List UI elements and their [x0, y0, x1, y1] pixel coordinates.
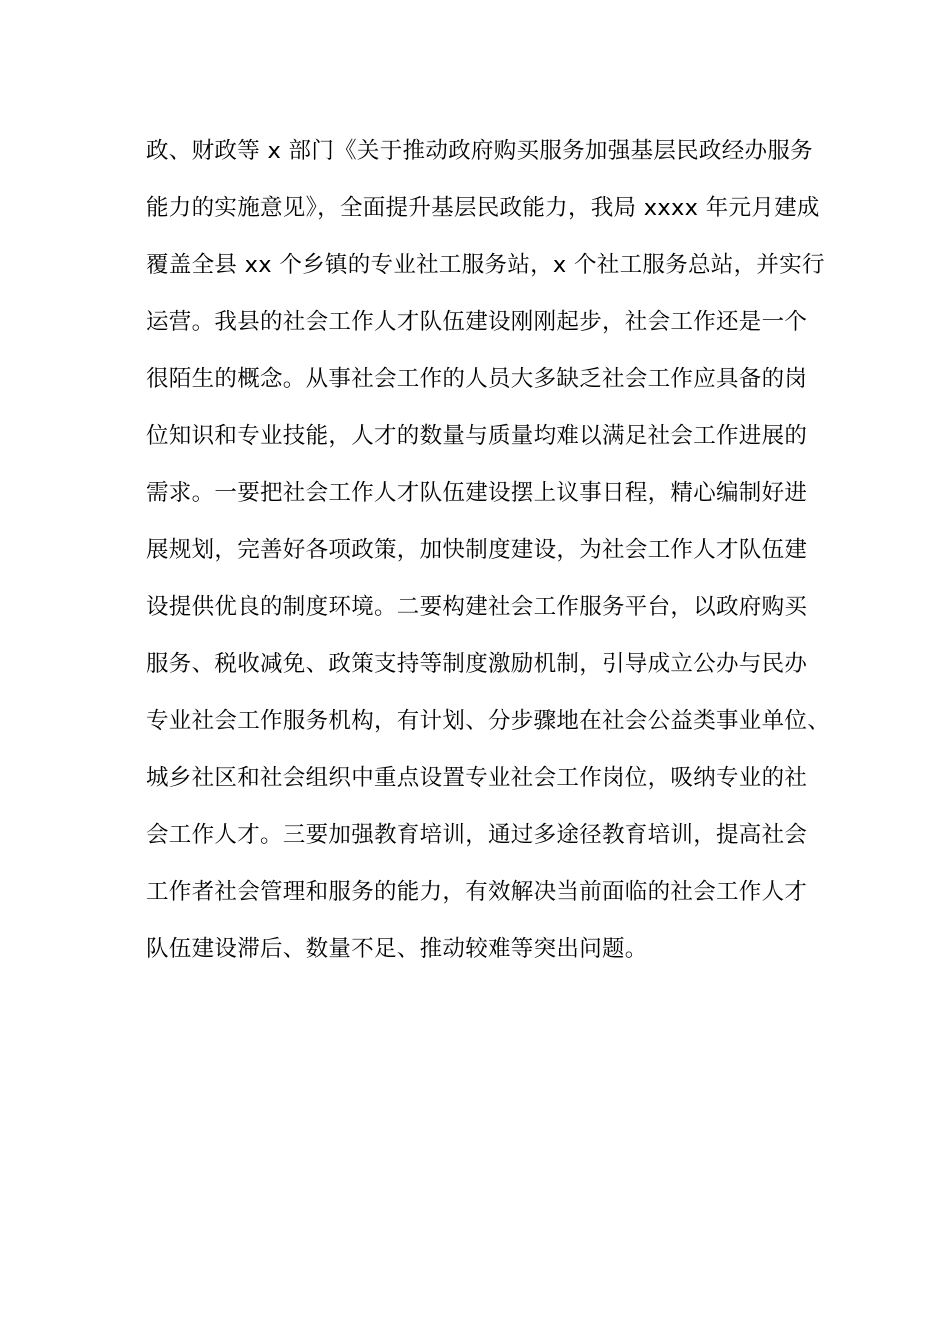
text-line-14: 工作者社会管理和服务的能力，有效解决当前面临的社会工作人才 [146, 879, 808, 905]
text-line-6: 位知识和专业技能，人才的数量与质量均难以满足社会工作进展的 [146, 423, 808, 449]
text-line-8: 展规划，完善好各项政策，加快制度建设，为社会工作人才队伍建 [146, 537, 808, 563]
text-line-9: 设提供优良的制度环境。二要构建社会工作服务平台，以政府购买 [146, 594, 808, 620]
body-paragraph [146, 129, 836, 984]
text-line-5: 很陌生的概念。从事社会工作的人员大多缺乏社会工作应具备的岗 [146, 366, 808, 392]
text-line-11: 专业社会工作服务机构，有计划、分步骤地在社会公益类事业单位、 [146, 708, 831, 734]
text-line-1: 政、财政等 x 部门《关于推动政府购买服务加强基层民政经办服务 [146, 138, 813, 164]
text-line-2: 能力的实施意见》，全面提升基层民政能力，我局 xxxx 年元月建成 [146, 195, 820, 221]
text-line-10: 服务、税收减免、政策支持等制度激励机制，引导成立公办与民办 [146, 651, 808, 677]
text-line-4: 运营。我县的社会工作人才队伍建设刚刚起步，社会工作还是一个 [146, 309, 808, 335]
text-line-3: 覆盖全县 xx 个乡镇的专业社工服务站，x 个社工服务总站，并实行 [146, 252, 825, 278]
text-line-7: 需求。一要把社会工作人才队伍建设摆上议事日程，精心编制好进 [146, 480, 808, 506]
text-line-12: 城乡社区和社会组织中重点设置专业社会工作岗位，吸纳专业的社 [146, 765, 808, 791]
text-line-15: 队伍建设滞后、数量不足、推动较难等突出问题。 [146, 936, 648, 962]
text-line-13: 会工作人才。三要加强教育培训，通过多途径教育培训，提高社会 [146, 822, 808, 848]
